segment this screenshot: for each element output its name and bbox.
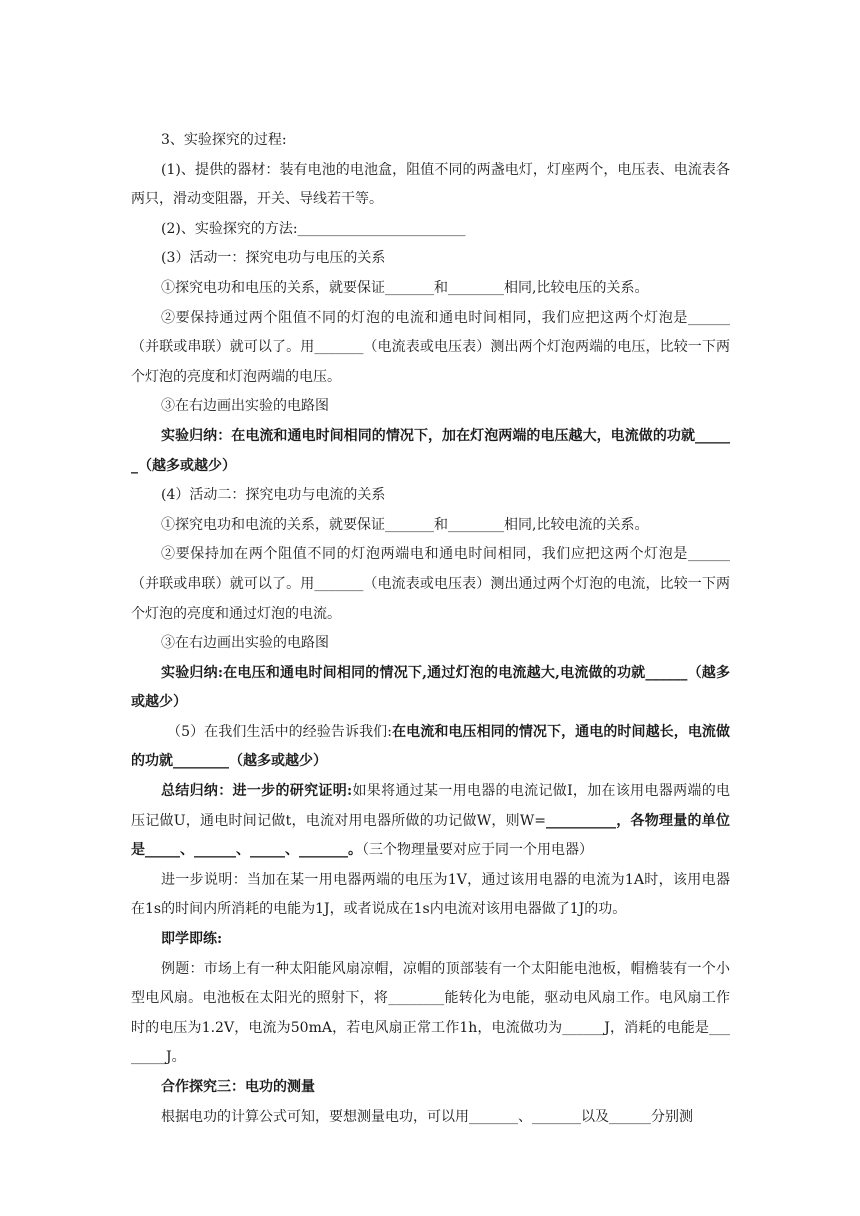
- paragraph: (1)、提供的器材：装有电池的电池盒，阻值不同的两盏电灯，灯座两个，电压表、电流表各两只，滑动变阻器，开关、导线若干等。: [131, 161, 730, 208]
- conclusion-note: （三个物理量要对应于同一个用电器）: [362, 842, 593, 859]
- summary-paragraph: 实验归纳:在电压和通电时间相同的情况下,通过灯泡的电流越大,电流做的功就______（越多或越少）: [131, 664, 730, 711]
- example-paragraph: 例题：市场上有一种太阳能风扇凉帽，凉帽的顶部装有一个太阳能电池板，帽檐装有一个小型电风扇。电池板在太阳光的照射下，将________能转化为电能，驱动电风扇工作。电风扇工作时的电压为1.2V，电流为50mA，若电风扇正常工作1h，电流做功为______J，消耗的电能是________J。: [131, 960, 730, 1066]
- paragraph: ①探究电功和电压的关系，就要保证_______和________相同,比较电压的关系。: [161, 279, 649, 296]
- practice-heading: 即学即练:: [161, 931, 223, 948]
- explanation-paragraph: 进一步说明：当加在某一用电器两端的电压为1V，通过该用电器的电流为1A时，该用电器在1s的时间内所消耗的电能为1J，或者说成在1s内电流对该用电器做了1J的功。: [131, 871, 730, 918]
- paragraph: (4）活动二：探究电功与电流的关系: [161, 487, 386, 504]
- section-heading: 合作探究三：电功的测量: [161, 1079, 315, 1095]
- paragraph: (2)、实验探究的方法:________________________: [161, 220, 466, 237]
- conclusion-body: 如果将通过某一用电器的电流记做I，加在该用电器两端的电压记做U，通电时间记做t，电流对用电器所做的功记做W，则W=: [131, 783, 731, 829]
- paragraph: ③在右边画出实验的电路图: [161, 635, 329, 652]
- conclusion-blanks: __________，各物理量的单位是_____、______、_____、_______。: [131, 812, 730, 859]
- conclusion-paragraph: [131, 777, 730, 866]
- paragraph: 3、实验探究的过程:: [161, 132, 287, 148]
- experience-conclusion: 在电流和电压相同的情况下，通电的时间越长，电流做的功就________（越多或越少）: [131, 723, 731, 770]
- conclusion-heading: 总结归纳：进一步的研究证明:: [161, 783, 353, 800]
- experience-lead: （5）在我们生活中的经验告诉我们:: [167, 723, 392, 740]
- paragraph: ②要保持加在两个阻值不同的灯泡两端电和通电时间相同，我们应把这两个灯泡是______（并联或串联）就可以了。用_______（电流表或电压表）测出通过两个灯泡的电流，比较一下两个灯泡的亮度和通过灯泡的电流。: [131, 546, 730, 622]
- paragraph: ②要保持通过两个阻值不同的灯泡的电流和通电时间相同，我们应把这两个灯泡是______（并联或串联）就可以了。用_______（电流表或电压表）测出两个灯泡两端的电压，比较一下两个灯泡的亮度和灯泡两端的电压。: [131, 309, 730, 385]
- summary-paragraph: 实验归纳：在电流和通电时间相同的情况下，加在灯泡两端的电压越大，电流做的功就______（越多或越少）: [131, 427, 730, 474]
- paragraph: (3）活动一：探究电功与电压的关系: [161, 250, 386, 267]
- paragraph: ③在右边画出实验的电路图: [161, 398, 329, 415]
- paragraph: ①探究电功和电流的关系，就要保证_______和________相同,比较电流的关系。: [161, 516, 649, 533]
- experience-paragraph: [131, 718, 730, 777]
- measurement-paragraph: 根据电功的计算公式可知，要想测量电功，可以用_______、_______以及______分别测: [161, 1108, 693, 1125]
